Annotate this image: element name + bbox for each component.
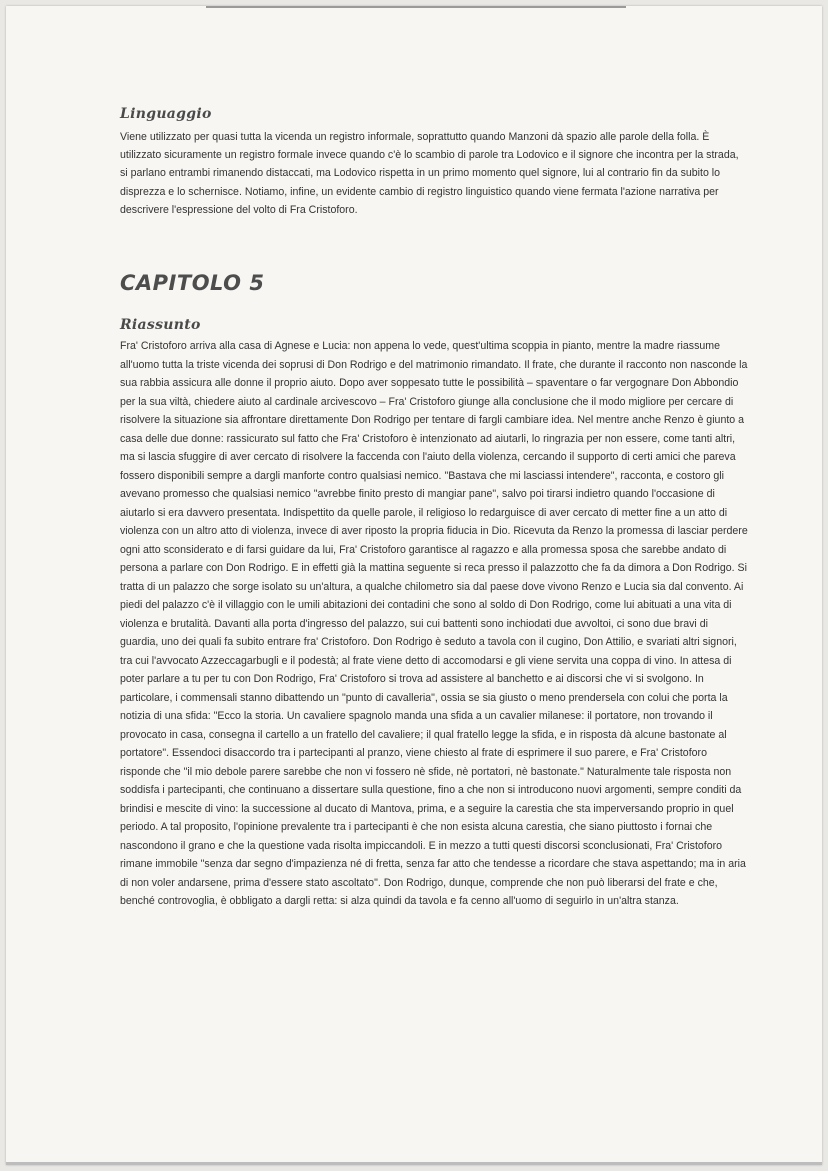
riassunto-paragraph: Fra' Cristoforo arriva alla casa di Agnese e Lucia: non appena lo vede, quest'ultima scoppia in pianto, mentre la madre riassume all'uomo tutta la triste vicenda dei soprusi di Don Rodrigo e del matrimonio rimandato. Il frate, che durante il racconto non nasconde la sua rabbia assicura alle donne il proprio aiuto. Dopo aver soppesato tutte le possibilità – spaventare o far vergognare Don Abbondio per la sua viltà, chiedere aiuto al cardinale arcivescovo – Fra' Cristoforo giunge alla conclusione che il modo migliore per cercare di risolvere la situazione sia affrontare direttamente Don Rodrigo per tentare di fargli cambiare idea. Nel mentre anche Renzo è giunto a casa delle due donne: rassicurato sul fatto che Fra' Cristoforo è intenzionato ad aiutarli, lo ringrazia per non essere, come tanti altri, ma si lascia sfuggire di aver cercato di risolvere la faccenda con l'aiuto della violenza, cercando il supporto di certi amici che pareva fossero disponibili sempre a dargli manforte contro qualsiasi nemico. "Bastava che mi lasciassi intendere", racconta, e costoro gli avevano promesso che qualsiasi nemico "avrebbe finito presto di mangiar pane", salvo poi tirarsi indietro quando l'occasione di aiutarlo si era davvero presentata. Indispettito da quelle parole, il religioso lo redarguisce di aver cercato di metter fine a un atto di violenza con un altro atto di violenza, invece di aver riposto la propria fiducia in Dio. Ricevuta da Renzo la promessa di lasciar perdere ogni atto sconsiderato e di farsi guidare da lui, Fra' Cristoforo garantisce al ragazzo e alla promessa sposa che sarebbe andato di persona a parlare con Don Rodrigo. E in effetti già la mattina seguente si reca presso il palazzotto che fa da dimora a Don Rodrigo. Si tratta di un palazzo che sorge isolato su un'altura, a qualche chilometro sia dal paese dove vivono Renzo e Lucia sia dal convento. Ai piedi del palazzo c'è il villaggio con le umili abitazioni dei contadini che sono al soldo di Don Rodrigo, come lui abituati a una vita di violenza e brutalità. Davanti alla porta d'ingresso del palazzo, sui cui battenti sono inchiodati due avvoltoi, ci sono due bravi di guardia, uno dei quali fa subito entrare fra' Cristoforo. Don Rodrigo è seduto a tavola con il cugino, Don Attilio, e svariati altri signori, tra cui l'avvocato Azzeccagarbugli e il podestà; al frate viene detto di accomodarsi e gli viene servita una coppa di vino. In attesa di poter parlare a tu per tu con Don Rodrigo, Fra' Cristoforo si trova ad assistere al banchetto e ai discorsi che vi si svolgono. In particolare, i commensali stanno dibattendo un "punto di cavalleria", ossia se sia giusto o meno prendersela con colui che porta la notizia di una sfida: "Ecco la storia. Un cavaliere spagnolo manda una sfida a un cavalier milanese: il portatore, non trovando il provocato in casa, consegna il cartello a un fratello del cavaliere; il qual fratello legge la sfida, e in risposta dà alcune bastonate al portatore". Essendoci disaccordo tra i partecipanti al pranzo, viene chiesto al frate di esprimere il suo parere, e Fra' Cristoforo risponde che "il mio debole parere sarebbe che non vi fossero nè sfide, nè portatori, nè bastonate." Naturalmente tale risposta non soddisfa i partecipanti, che continuano a dissertare sulla questione, fino a che non si introducono nuovi argomenti, sempre conditi da brindisi e mescite di vino: la successione al ducato di Mantova, prima, e a seguire la carestia che sta imperversando proprio in quel periodo. A tal proposito, l'opinione prevalente tra i partecipanti è che non esista alcuna carestia, che siano piuttosto i fornai che nascondono il grano e che la questione vada risolta impiccandoli. E in mezzo a tutti questi discorsi sconclusionati, Fra' Cristoforo rimane immobile "senza dar segno d'impazienza né di fretta, senza far atto che tendesse a ricordare che stava aspettando; ma in aria di non voler andarsene, prima d'essere stato ascoltato". Don Rodrigo, dunque, comprende che non può liberarsi del frate e che, benché controvoglia, è obbligato a dargli retta: si alza quindi da tavola e fa cenno all'uomo di seguirlo in un'altra stanza. [120,340,748,908]
top-rule [206,6,626,8]
chapter-title: CAPITOLO 5 [120,271,265,296]
bottom-edge [6,1162,822,1165]
page-content [120,106,748,911]
section-title-linguaggio: Linguaggio [120,106,212,122]
section-title-riassunto: Riassunto [120,317,201,334]
linguaggio-paragraph: Viene utilizzato per quasi tutta la vicenda un registro informale, soprattutto quando Manzoni dà spazio alle parole della folla. È utilizzato sicuramente un registro formale invece quando c'è lo scambio di parole tra Lodovico e il signore che incontra per la strada, si parlano entrambi rimanendo distaccati, ma Lodovico rispetta in un primo momento quel signore, lui al contrario fin da subito lo disprezza e lo schernisce. Notiamo, infine, un evidente cambio di registro linguistico quando viene fermata l'azione narrativa per descrivere l'espressione del volto di Fra Cristoforo. [120,131,739,216]
document-page [6,6,822,1165]
